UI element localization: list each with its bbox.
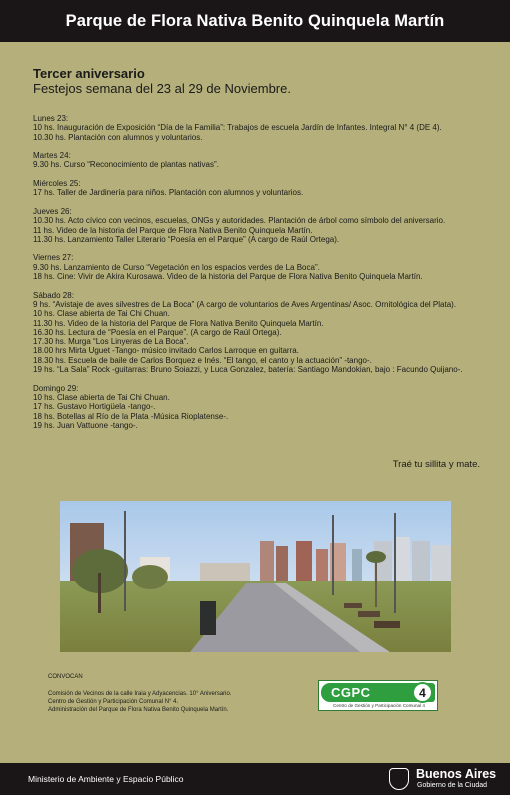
schedule-day: [33, 253, 483, 281]
page-header: [0, 0, 510, 42]
convocan-heading: CONVOCAN: [48, 674, 83, 680]
day-name: Miércoles 25:: [33, 179, 81, 189]
ministry-name: Ministerio de Ambiente y Espacio Público: [28, 774, 184, 784]
convocan-line: Administración del Parque de Flora Nativa Benito Quinquela Martín.: [48, 707, 229, 713]
page-footer: [0, 763, 510, 795]
cgpc-logo: [318, 680, 438, 711]
convocan-line: Centro de Gestión y Participación Comunal N° 4.: [48, 699, 179, 705]
schedule-day: [33, 384, 483, 430]
schedule-day: [33, 151, 483, 170]
schedule-event: 9.30 hs. Curso “Reconocimiento de plantas nativas”.: [33, 160, 219, 170]
page-title: Parque de Flora Nativa Benito Quinquela Martín: [65, 11, 445, 30]
event-dates: Festejos semana del 23 al 29 de Noviembre.: [33, 81, 291, 96]
schedule-event: 18 hs. Cine: Vivir de Akira Kurosawa. Video de la historia del Parque de Flora Nativa Benito Quinquela Martín.: [33, 272, 423, 282]
day-name: Martes 24:: [33, 151, 71, 161]
schedule-event: 9 hs. “Avistaje de aves silvestres de La Boca” (A cargo de voluntarios de Aves Argentinas/ Asoc. Ornitológica del Plata).: [33, 299, 457, 309]
closing-note: Traé tu sillita y mate.: [392, 459, 480, 470]
schedule-event: 16.30 hs. Lectura de “Poesía en el Parque”. (A cargo de Raúl Ortega).: [33, 327, 282, 337]
schedule-event: 10.30 hs. Acto cívico con vecinos, escuelas, ONGs y autoridades. Plantación de árbol como símbolo del aniversario.: [33, 216, 446, 226]
schedule-event: 11.30 hs. Video de la historia del Parque de Flora Nativa Benito Quinquela Martín.: [33, 318, 324, 328]
schedule-event: 17 hs. Taller de Jardinería para niños. Plantación con alumnos y voluntarios.: [33, 188, 304, 198]
schedule-event: 10.30 hs. Plantación con alumnos y voluntarios.: [33, 132, 203, 142]
schedule-event: 9.30 hs. Lanzamiento de Curso “Vegetación en los espacios verdes de La Boca”.: [33, 262, 320, 272]
city-seal-icon: [389, 768, 409, 790]
day-name: Jueves 26:: [33, 206, 72, 216]
schedule-event: 11.30 hs. Lanzamiento Taller Literario “Poesía en el Parque” (A cargo de Raúl Ortega).: [33, 234, 340, 244]
day-name: Lunes 23:: [33, 114, 69, 123]
schedule: [33, 114, 483, 439]
schedule-event: 18.00 hrs Mirta Uguet -Tango- músico invitado Carlos Larroque en guitarra.: [33, 346, 299, 356]
cgpc-logo-number: 4: [412, 682, 433, 703]
convocan-section: [48, 673, 232, 714]
cgpc-logo-caption: Centro de Gestión y Participación Comunal 4: [333, 703, 425, 708]
day-name: Sábado 28:: [33, 290, 74, 300]
schedule-event: 10 hs. Clase abierta de Tai Chi Chuan.: [33, 309, 170, 319]
schedule-day: [33, 291, 483, 375]
schedule-event: 18 hs. Botellas al Río de la Plata -Música Rioplatense-.: [33, 411, 229, 421]
event-subtitle: Tercer aniversario: [33, 66, 145, 81]
schedule-event: 18.30 hs. Escuela de baile de Carlos Borquez e Inés. “El tango, el canto y la actuación” -tango-.: [33, 355, 372, 365]
government-name: Gobierno de la Ciudad: [417, 782, 488, 789]
schedule-event: 19 hs. “La Sala” Rock -guitarras: Bruno Soiazzi, y Luca Gonzalez, batería: Santiago Mandokian, bajo : Facundo Quijano-.: [33, 365, 463, 375]
schedule-event: 19 hs. Juan Vattuone -tango-.: [33, 420, 138, 430]
schedule-day: [33, 179, 483, 198]
schedule-event: 10 hs. Clase abierta de Tai Chi Chuan.: [33, 392, 170, 402]
schedule-event: 10 hs. Inauguración de Exposición “Día de la Familia”: Trabajos de escuela Jardín de Infantes. Integral N° 4 (DE 4).: [33, 123, 442, 133]
schedule-day: [33, 207, 483, 244]
schedule-day: [33, 114, 483, 142]
convocan-line: Comisión de Vecinos de la calle Iraia y Adyacencias. 10° Aniversario.: [48, 691, 232, 697]
schedule-event: 17.30 hs. Murga “Los Linyeras de La Boca”.: [33, 337, 189, 347]
park-photo: [60, 501, 451, 652]
city-name: Buenos Aires: [416, 767, 497, 781]
day-name: Viernes 27:: [33, 253, 74, 263]
cgpc-logo-name: CGPC: [331, 685, 371, 700]
day-name: Domingo 29:: [33, 383, 79, 393]
intro: [33, 66, 291, 97]
schedule-event: 11 hs. Video de la historia del Parque de Flora Nativa Benito Quinquela Martín.: [33, 225, 313, 235]
schedule-event: 17 hs. Gustavo Hortigüela -tango-.: [33, 402, 156, 412]
